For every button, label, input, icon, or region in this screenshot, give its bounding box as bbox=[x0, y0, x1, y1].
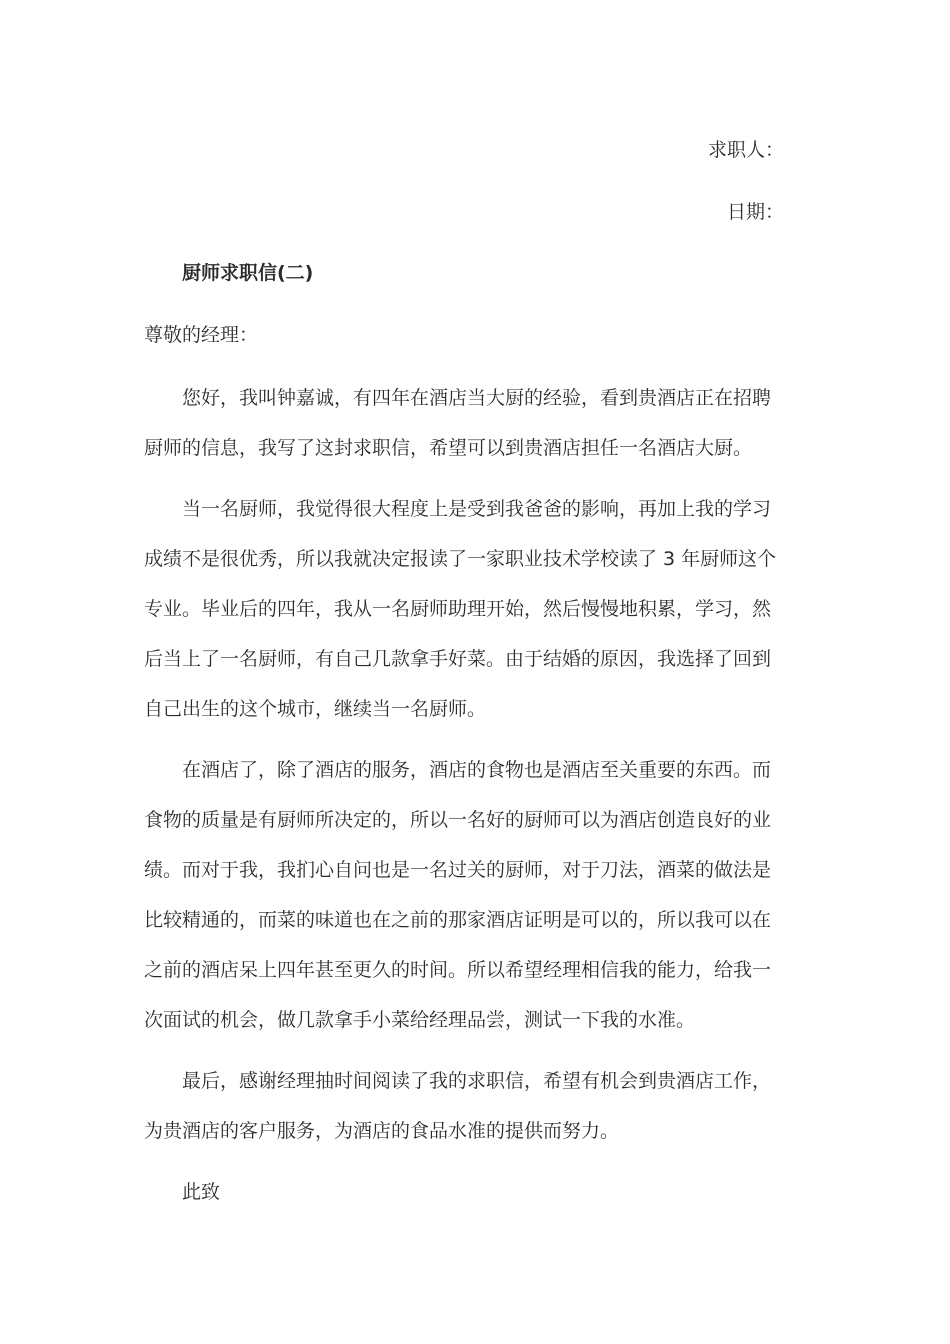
paragraph-3 bbox=[144, 745, 784, 1045]
paragraph-line: 成绩不是很优秀，所以我就决定报读了一家职业技术学校读了 3 年厨师这个 bbox=[144, 548, 777, 570]
date-label: 日期： bbox=[726, 201, 784, 223]
paragraph-line: 之前的酒店呆上四年甚至更久的时间。所以希望经理相信我的能力，给我一 bbox=[144, 959, 772, 981]
paragraph-line: 自己出生的这个城市，继续当一名厨师。 bbox=[144, 698, 487, 720]
letter-title: 厨师求职信(二) bbox=[182, 262, 314, 284]
paragraph-line: 最后，感谢经理抽时间阅读了我的求职信，希望有机会到贵酒店工作， bbox=[182, 1070, 772, 1092]
applicant-label: 求职人： bbox=[707, 139, 784, 161]
paragraph-2 bbox=[144, 484, 784, 734]
paragraph-4 bbox=[144, 1056, 784, 1156]
paragraph-line: 后当上了一名厨师，有自己几款拿手好菜。由于结婚的原因，我选择了回到 bbox=[144, 648, 772, 670]
salutation: 尊敬的经理： bbox=[144, 324, 259, 346]
paragraph-line: 比较精通的，而菜的味道也在之前的那家酒店证明是可以的，所以我可以在 bbox=[144, 909, 772, 931]
paragraph-1 bbox=[144, 373, 784, 473]
paragraph-line: 专业。毕业后的四年，我从一名厨师助理开始，然后慢慢地积累，学习，然 bbox=[144, 598, 772, 620]
closing: 此致 bbox=[182, 1181, 221, 1203]
paragraph-line: 在酒店了，除了酒店的服务，酒店的食物也是酒店至关重要的东西。而 bbox=[182, 759, 772, 781]
paragraph-line: 次面试的机会，做几款拿手小菜给经理品尝，测试一下我的水准。 bbox=[144, 1009, 696, 1031]
paragraph-line: 当一名厨师，我觉得很大程度上是受到我爸爸的影响，再加上我的学习 bbox=[182, 498, 772, 520]
paragraph-line: 为贵酒店的客户服务，为酒店的食品水准的提供而努力。 bbox=[144, 1120, 620, 1142]
paragraph-line: 厨师的信息，我写了这封求职信，希望可以到贵酒店担任一名酒店大厨。 bbox=[144, 437, 753, 459]
paragraph-line: 食物的质量是有厨师所决定的，所以一名好的厨师可以为酒店创造良好的业 bbox=[144, 809, 772, 831]
paragraph-line: 绩。而对于我，我扪心自问也是一名过关的厨师，对于刀法，酒菜的做法是 bbox=[144, 859, 772, 881]
paragraph-line: 您好，我叫钟嘉诚，有四年在酒店当大厨的经验，看到贵酒店正在招聘 bbox=[182, 387, 772, 409]
